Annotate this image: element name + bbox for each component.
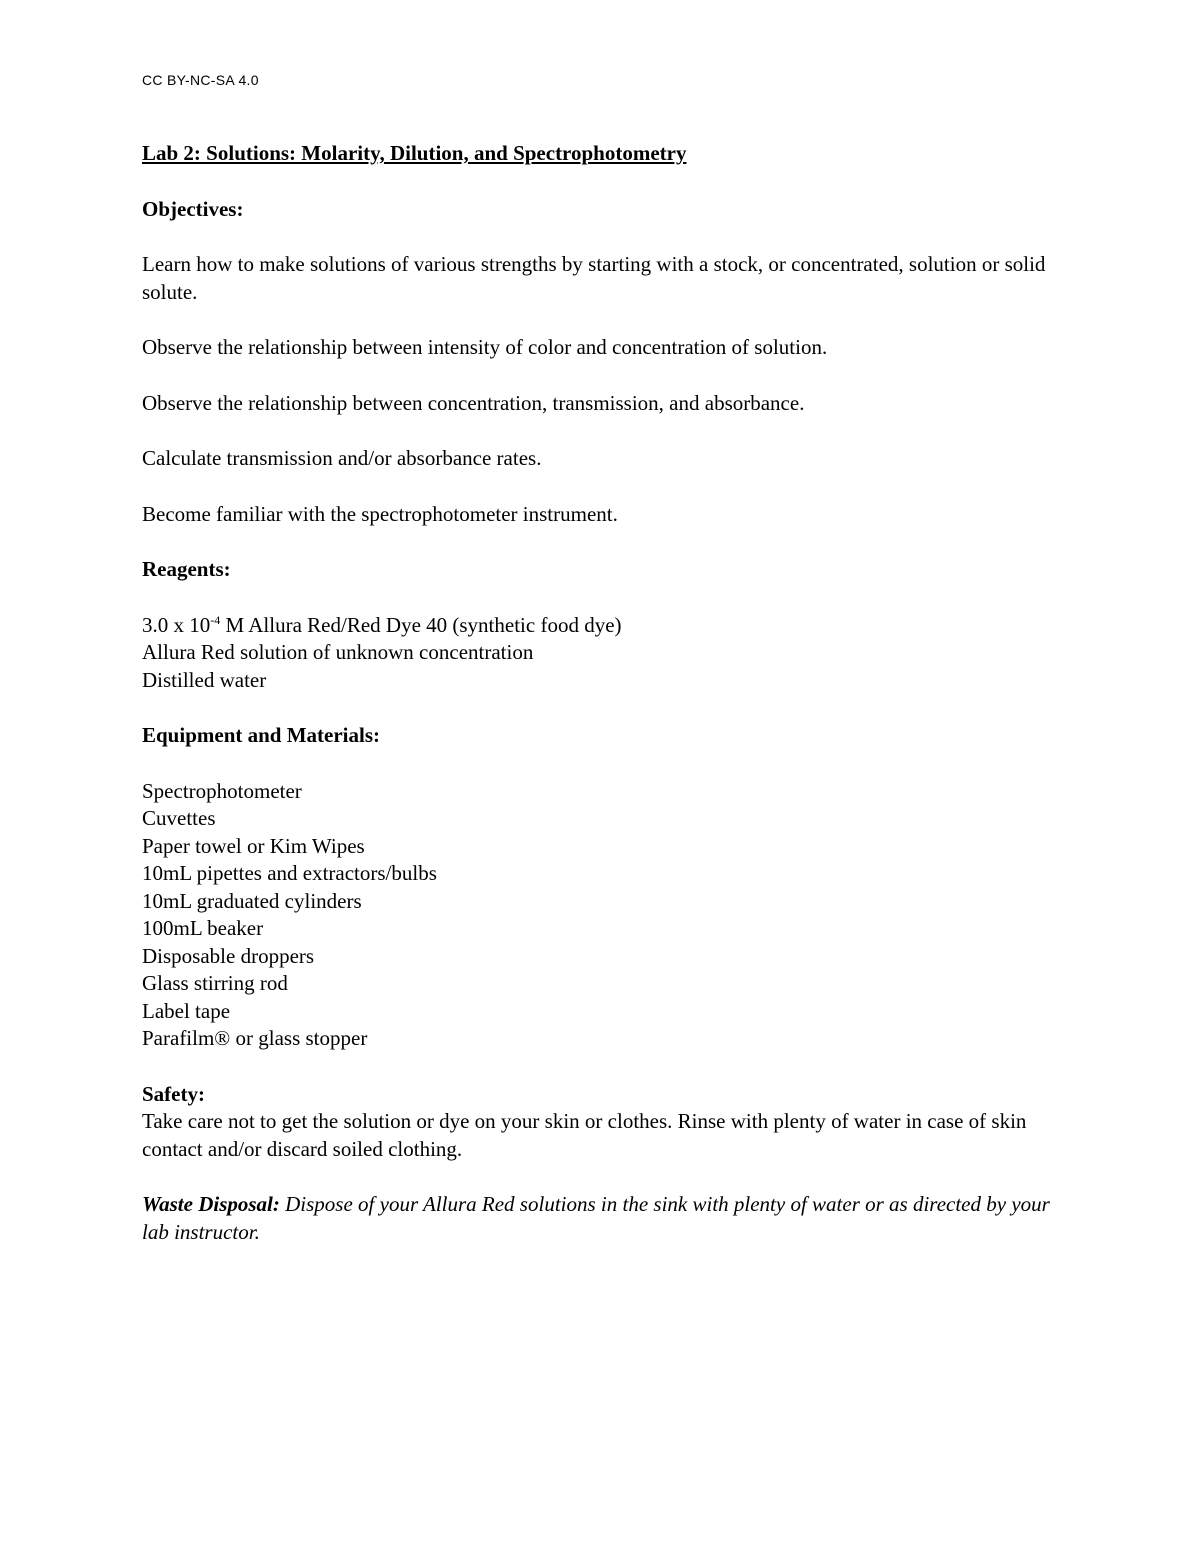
equipment-heading: Equipment and Materials: xyxy=(142,723,381,747)
reagent-concentration: 3.0 x 10 xyxy=(142,612,211,637)
document-body xyxy=(142,140,1072,1246)
waste-disposal-paragraph xyxy=(142,1191,1072,1246)
reagent-exponent: -4 xyxy=(210,612,221,627)
equipment-item: Paper towel or Kim Wipes xyxy=(142,833,365,858)
objective-item: Observe the relationship between intensity of color and concentration of solution. xyxy=(142,335,828,359)
equipment-item: Glass stirring rod xyxy=(142,971,288,995)
reagent-item xyxy=(142,612,1072,640)
waste-disposal-text: Dispose of your Allura Red solutions in the sink with plenty of water or as directed by your lab instructor. xyxy=(142,1192,1050,1244)
objective-item: Learn how to make solutions of various strengths by starting with a stock, or concentrated, solution or solid solute. xyxy=(142,252,1046,304)
reagent-item: Allura Red solution of unknown concentration xyxy=(142,640,534,664)
equipment-list xyxy=(142,778,1072,1053)
equipment-item: Cuvettes xyxy=(142,806,216,830)
equipment-item: 100mL beaker xyxy=(142,916,264,940)
license-text: CC BY-NC-SA 4.0 xyxy=(142,72,259,88)
equipment-item: Label tape xyxy=(142,998,231,1023)
equipment-item: Disposable droppers xyxy=(142,943,315,968)
objective-item: Calculate transmission and/or absorbance rates. xyxy=(142,446,542,470)
objective-item: Become familiar with the spectrophotometer instrument. xyxy=(142,501,618,526)
reagent-item: Distilled water xyxy=(142,667,267,692)
safety-text: Take care not to get the solution or dye on your skin or clothes. Rinse with plenty of water in case of skin contact and/or discard soiled clothing. xyxy=(142,1109,1027,1161)
safety-heading: Safety: xyxy=(142,1081,205,1106)
reagent-description: M Allura Red/Red Dye 40 (synthetic food dye) xyxy=(220,612,622,637)
equipment-item: Parafilm® or glass stopper xyxy=(142,1026,368,1050)
equipment-item: Spectrophotometer xyxy=(142,778,302,803)
equipment-item: 10mL pipettes and extractors/bulbs xyxy=(142,861,437,885)
waste-disposal-label: Waste Disposal: xyxy=(142,1192,280,1216)
objective-item: Observe the relationship between concentration, transmission, and absorbance. xyxy=(142,390,805,415)
objectives-heading: Objectives: xyxy=(142,196,244,221)
page-title: Lab 2: Solutions: Molarity, Dilution, and Spectrophotometry xyxy=(142,141,687,165)
equipment-item: 10mL graduated cylinders xyxy=(142,888,362,913)
reagents-list xyxy=(142,612,1072,695)
reagents-heading: Reagents: xyxy=(142,557,231,581)
